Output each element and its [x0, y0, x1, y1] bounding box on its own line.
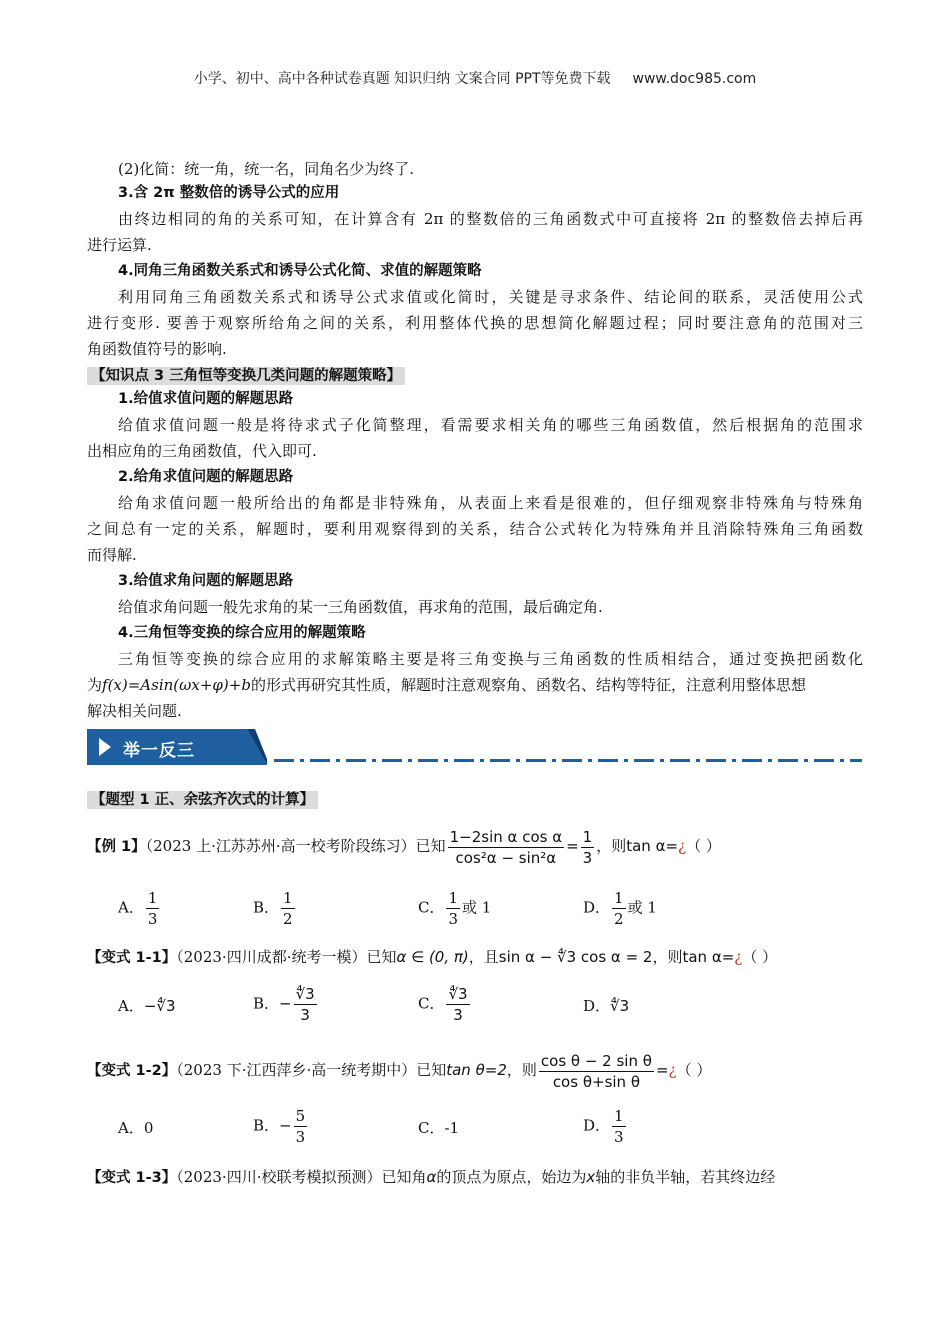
v12-fraction	[539, 1051, 654, 1092]
sub-heading-1: 1.给值求值问题的解题思路	[118, 391, 294, 407]
v11-option-a[interactable]: A．−∜3	[118, 997, 176, 1015]
para-s2b: 之间总有一定的关系，解题时，要利用观察得到的关系，结合公式转化为特殊角并且消除特殊角三角函数	[87, 520, 863, 538]
v13-text2: 轴的非负半轴，若其终边经	[595, 1168, 776, 1186]
v12-q: ¿	[668, 1061, 677, 1079]
knowledge-heading	[87, 362, 867, 389]
sub-heading-4: 4.三角恒等变换的综合应用的解题策略	[118, 625, 366, 641]
type-label: 【题型 1 正、余弦齐次式的计算】	[87, 791, 318, 809]
v13-text1: 的顶点为原点，始边为	[436, 1168, 587, 1186]
para-4a: 利用同角三角函数关系式和诱导公式求值或化简时，关键是寻求条件、结论间的联系，灵活使用公式	[118, 288, 863, 306]
para-s1b: 出相应角的三角函数值，代入即可.	[87, 442, 317, 460]
v11-q: ¿	[734, 948, 743, 966]
ex1-rhs-den: 3	[582, 848, 593, 867]
v12-eq: =	[655, 1061, 669, 1079]
v13-alpha: α	[426, 1168, 437, 1186]
heading-3: 3.含 2π 整数倍的诱导公式的应用	[118, 185, 340, 201]
v13-tag: 【变式 1-3】	[87, 1170, 177, 1186]
ex1-tail: ，则tan α=	[596, 837, 679, 855]
page-header	[0, 68, 950, 88]
ex1-den: cos²α − sin²α	[455, 848, 557, 867]
v11-option-c[interactable]: C． $\frac{∜3}{3}$	[418, 985, 468, 1024]
header-url[interactable]: www.doc985.com	[632, 71, 757, 87]
example-1	[87, 824, 867, 869]
para-s1a: 给值求值问题一般是将待求式子化简整理，看需要求相关角的哪些三角函数值，然后根据角的范围求	[118, 416, 863, 434]
v11-paren: （ ）	[742, 948, 778, 966]
ex1-option-d[interactable]: D． $\frac{1}{2}$ 或 1	[583, 889, 657, 928]
ex1-option-b[interactable]: B． $\frac{1}{2}$	[253, 889, 293, 928]
v11-tag: 【变式 1-1】	[87, 950, 177, 966]
para-s2a: 给角求值问题一般所给出的角都是非特殊角，从表面上来看是很难的，但仔细观察非特殊角与特殊角	[118, 494, 863, 512]
para-s4b	[87, 672, 867, 698]
ex1-fraction	[448, 827, 564, 868]
v12-den: cos θ+sin θ	[552, 1072, 640, 1091]
variant-1-1	[87, 944, 867, 971]
type-heading	[87, 786, 867, 813]
v11-cond: α ∈ (0, π)	[396, 948, 469, 966]
ex1-paren: （ ）	[686, 837, 721, 855]
para-s3a: 给值求角问题一般先求角的某一三角函数值，再求角的范围，最后确定角.	[118, 598, 603, 616]
v11-source: （2023·四川成都·统考一模）已知	[176, 948, 397, 966]
ex1-rhs-num: 1	[582, 827, 593, 846]
v12-option-a[interactable]: A．0	[118, 1119, 154, 1137]
para-4c: 角函数值符号的影响.	[87, 340, 227, 358]
ex1-tag: 【例 1】	[87, 839, 146, 855]
s4b-pre: 为	[87, 676, 103, 694]
v11-mid: ，且	[468, 948, 499, 966]
v12-option-d[interactable]: D． $\frac{1}{3}$	[583, 1107, 624, 1146]
ex1-num: 1−2sin α cos α	[449, 827, 563, 846]
v11-option-d[interactable]: D．∜3	[583, 997, 630, 1015]
v12-source: （2023 下·江西萍乡·高一统考期中）已知	[176, 1061, 447, 1079]
heading-4: 4.同角三角函数关系式和诱导公式化简、求值的解题策略	[118, 263, 482, 279]
v12-mid: ，则	[506, 1061, 537, 1079]
v12-num: cos θ − 2 sin θ	[540, 1051, 652, 1070]
v12-tag: 【变式 1-2】	[87, 1063, 177, 1079]
sub-heading-3: 3.给值求角问题的解题思路	[118, 573, 294, 589]
ex1-option-a[interactable]: A． $\frac{1}{3}$	[118, 889, 158, 928]
v13-source: （2023·四川·校联考模拟预测）已知角	[176, 1168, 427, 1186]
para-3b: 进行运算.	[87, 236, 152, 254]
v12-given: tan θ=2	[446, 1061, 507, 1079]
variant-1-3	[87, 1164, 867, 1191]
para-simplify: (2)化简：统一角，统一名，同角名少为终了.	[118, 160, 415, 178]
s4b-post: 的形式再研究其性质，解题时注意观察角、函数名、结构等特征，注意利用整体思想	[250, 676, 806, 694]
knowledge-label: 【知识点 3 三角恒等变换几类问题的解题策略】	[87, 367, 405, 385]
s4b-formula: f(x)=Asin(ωx+φ)+b	[102, 676, 251, 694]
ex1-rhs	[581, 827, 595, 868]
variant-1-2	[87, 1048, 867, 1093]
v13-x: x	[586, 1168, 596, 1186]
v11-option-b[interactable]: B．− $\frac{∜3}{3}$	[253, 985, 315, 1024]
para-s2c: 而得解.	[87, 546, 137, 564]
header-text: 小学、初中、高中各种试卷真题 知识归纳 文案合同 PPT等免费下载	[193, 71, 611, 87]
ex1-source: （2023 上·江苏苏州·高一校考阶段练习）已知	[145, 837, 446, 855]
para-3a: 由终边相同的角的关系可知，在计算含有 2π 的整数倍的三角函数式中可直接将 2π 的整数倍去掉后再	[118, 210, 863, 228]
v12-paren: （ ）	[676, 1061, 712, 1079]
ex1-q: ¿	[678, 837, 687, 855]
para-s4c: 解决相关问题.	[87, 702, 182, 720]
ex1-eq: =	[566, 837, 579, 855]
v12-option-c[interactable]: C．-1	[418, 1119, 460, 1137]
banner-label: 举一反三	[123, 741, 195, 761]
v11-tail: ，则tan α=	[652, 948, 735, 966]
para-s4a: 三角恒等变换的综合应用的求解策略主要是将三角变换与三角函数的性质相结合，通过变换把函数化	[118, 650, 863, 668]
ex1-option-c[interactable]: C． $\frac{1}{3}$ 或 1	[418, 889, 492, 928]
v12-option-b[interactable]: B．− $\frac{5}{3}$	[253, 1107, 306, 1146]
para-4b: 进行变形. 要善于观察所给角之间的关系，利用整体代换的思想简化解题过程；同时要注意角的范围对三	[87, 314, 863, 332]
dashed-divider	[274, 759, 862, 762]
v11-eq: sin α − ∜3 cos α = 2	[498, 948, 653, 966]
sub-heading-2: 2.给角求值问题的解题思路	[118, 469, 294, 485]
